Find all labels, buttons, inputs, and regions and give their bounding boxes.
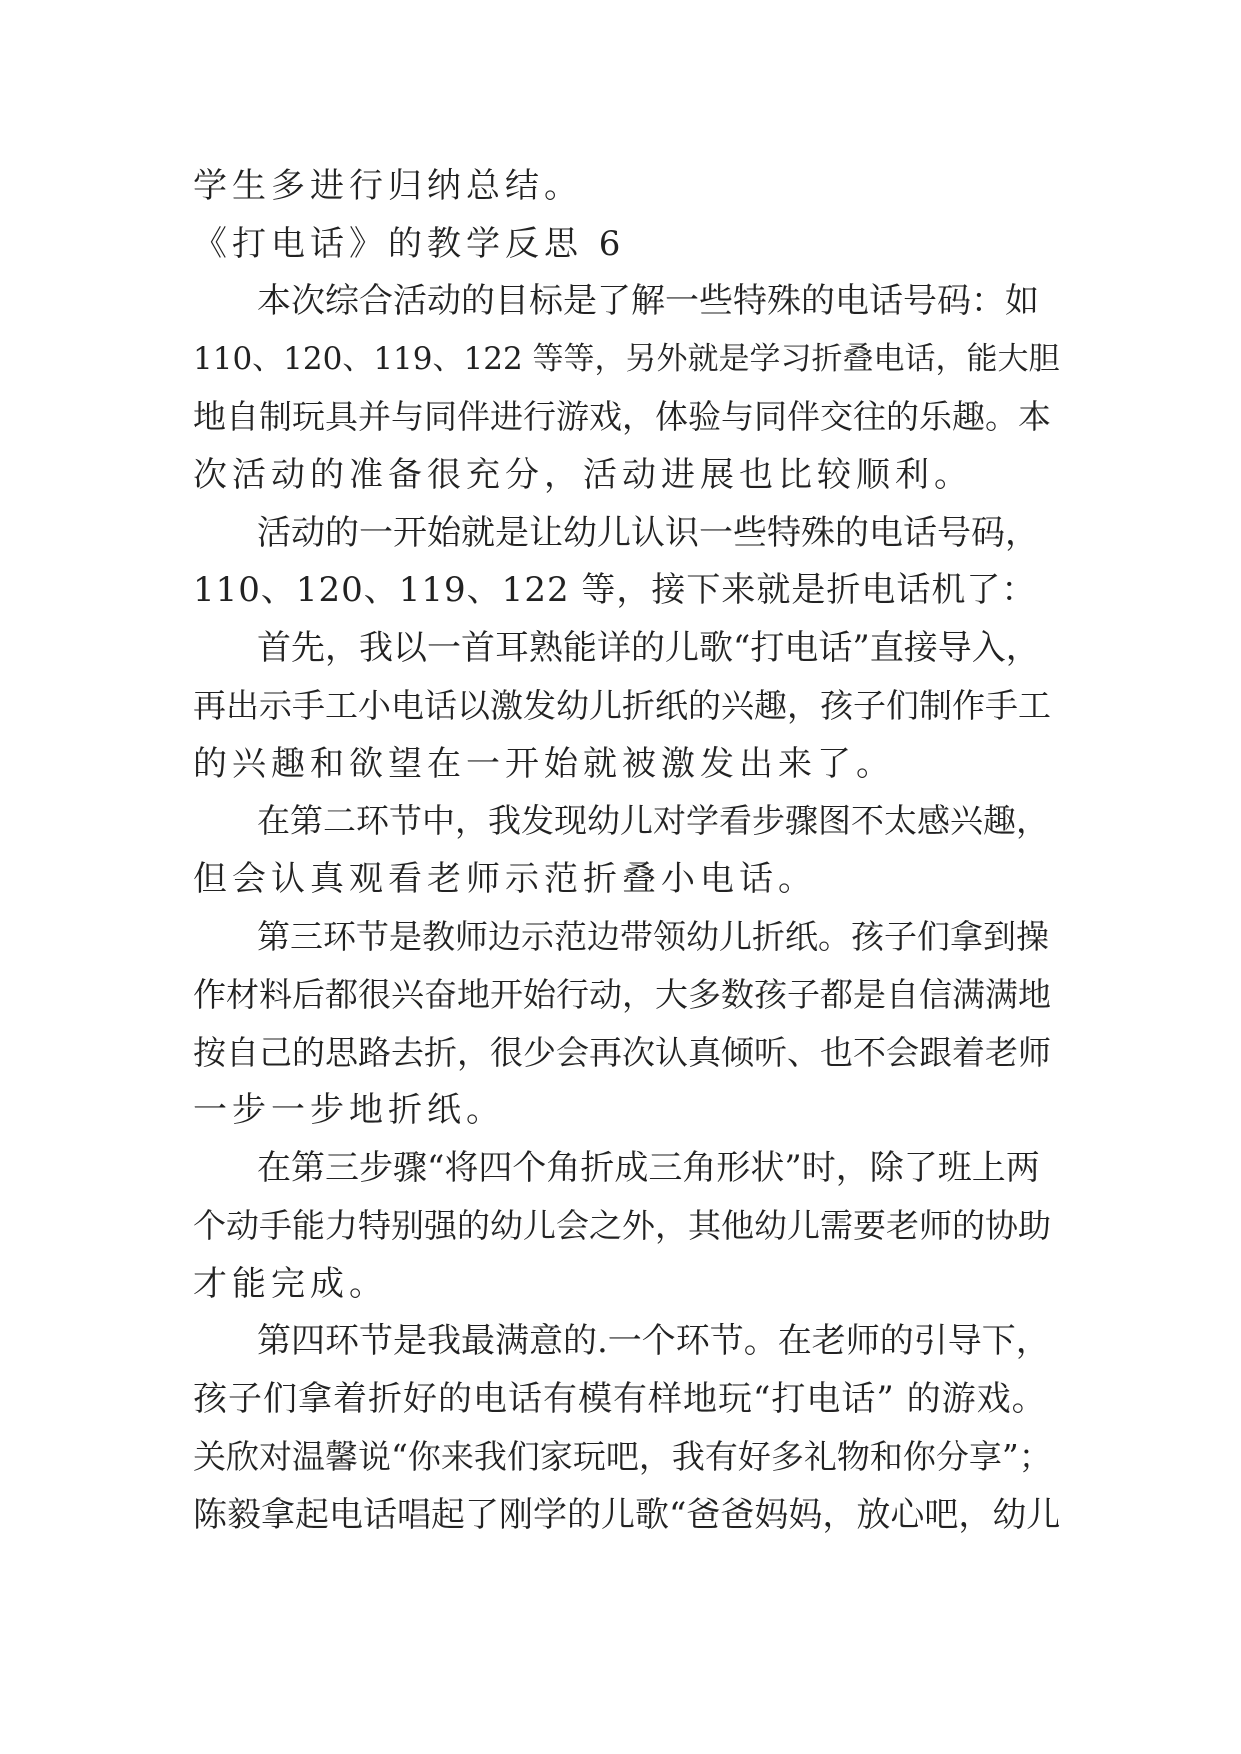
paragraph-first-line: 活动的一开始就是让幼儿认识一些特殊的电话号码， bbox=[257, 513, 1039, 553]
text-line: 陈毅拿起电话唱起了刚学的儿歌“爸爸妈妈，放心吧，幼儿 bbox=[193, 1495, 1061, 1535]
text-line: 地自制玩具并与同伴进行游戏，体验与同伴交往的乐趣。本 bbox=[193, 397, 1051, 436]
paragraph-first-line: 在第三步骤“将四个角折成三角形状”时，除了班上两 bbox=[257, 1148, 1040, 1188]
paragraph-first-line: 本次综合活动的目标是了解一些特殊的电话号码：如 bbox=[257, 281, 1039, 321]
text-line: 一步一步地折纸。 bbox=[193, 1090, 505, 1130]
text-line: 110、120、119、122 等等，另外就是学习折叠电话，能大胆 bbox=[193, 341, 1060, 377]
text-line: 次活动的准备很充分，活动进展也比较顺利。 bbox=[193, 455, 973, 495]
text-line: 但会认真观看老师示范折叠小电话。 bbox=[193, 859, 817, 899]
paragraph-first-line: 首先，我以一首耳熟能详的儿歌“打电话”直接导入， bbox=[257, 628, 1040, 668]
text-line: 110、120、119、122 等，接下来就是折电话机了： bbox=[193, 570, 1037, 610]
paragraph-first-line: 第四环节是我最满意的.一个环节。在老师的引导下， bbox=[257, 1321, 1050, 1361]
section-heading: 《打电话》的教学反思 6 bbox=[193, 224, 626, 264]
text-line: 才能完成。 bbox=[193, 1264, 388, 1304]
text-line: 的兴趣和欲望在一开始就被激发出来了。 bbox=[193, 744, 895, 784]
text-line: 学生多进行归纳总结。 bbox=[193, 166, 583, 206]
paragraph-first-line: 第三环节是教师边示范边带领幼儿折纸。孩子们拿到操 bbox=[257, 917, 1049, 956]
text-line: 再出示手工小电话以激发幼儿折纸的兴趣，孩子们制作手工 bbox=[193, 686, 1051, 725]
text-line: 按自己的思路去折，很少会再次认真倾听、也不会跟着老师 bbox=[193, 1033, 1051, 1072]
text-line: 个动手能力特别强的幼儿会之外，其他幼儿需要老师的协助 bbox=[193, 1206, 1051, 1245]
paragraph-first-line: 在第二环节中，我发现幼儿对学看步骤图不太感兴趣， bbox=[257, 801, 1049, 840]
text-line: 关欣对温馨说“你来我们家玩吧，我有好多礼物和你分享”； bbox=[193, 1437, 1052, 1476]
text-line: 作材料后都很兴奋地开始行动，大多数孩子都是自信满满地 bbox=[193, 975, 1051, 1014]
text-line: 孩子们拿着折好的电话有模有样地玩“打电话” 的游戏。 bbox=[193, 1379, 1047, 1419]
